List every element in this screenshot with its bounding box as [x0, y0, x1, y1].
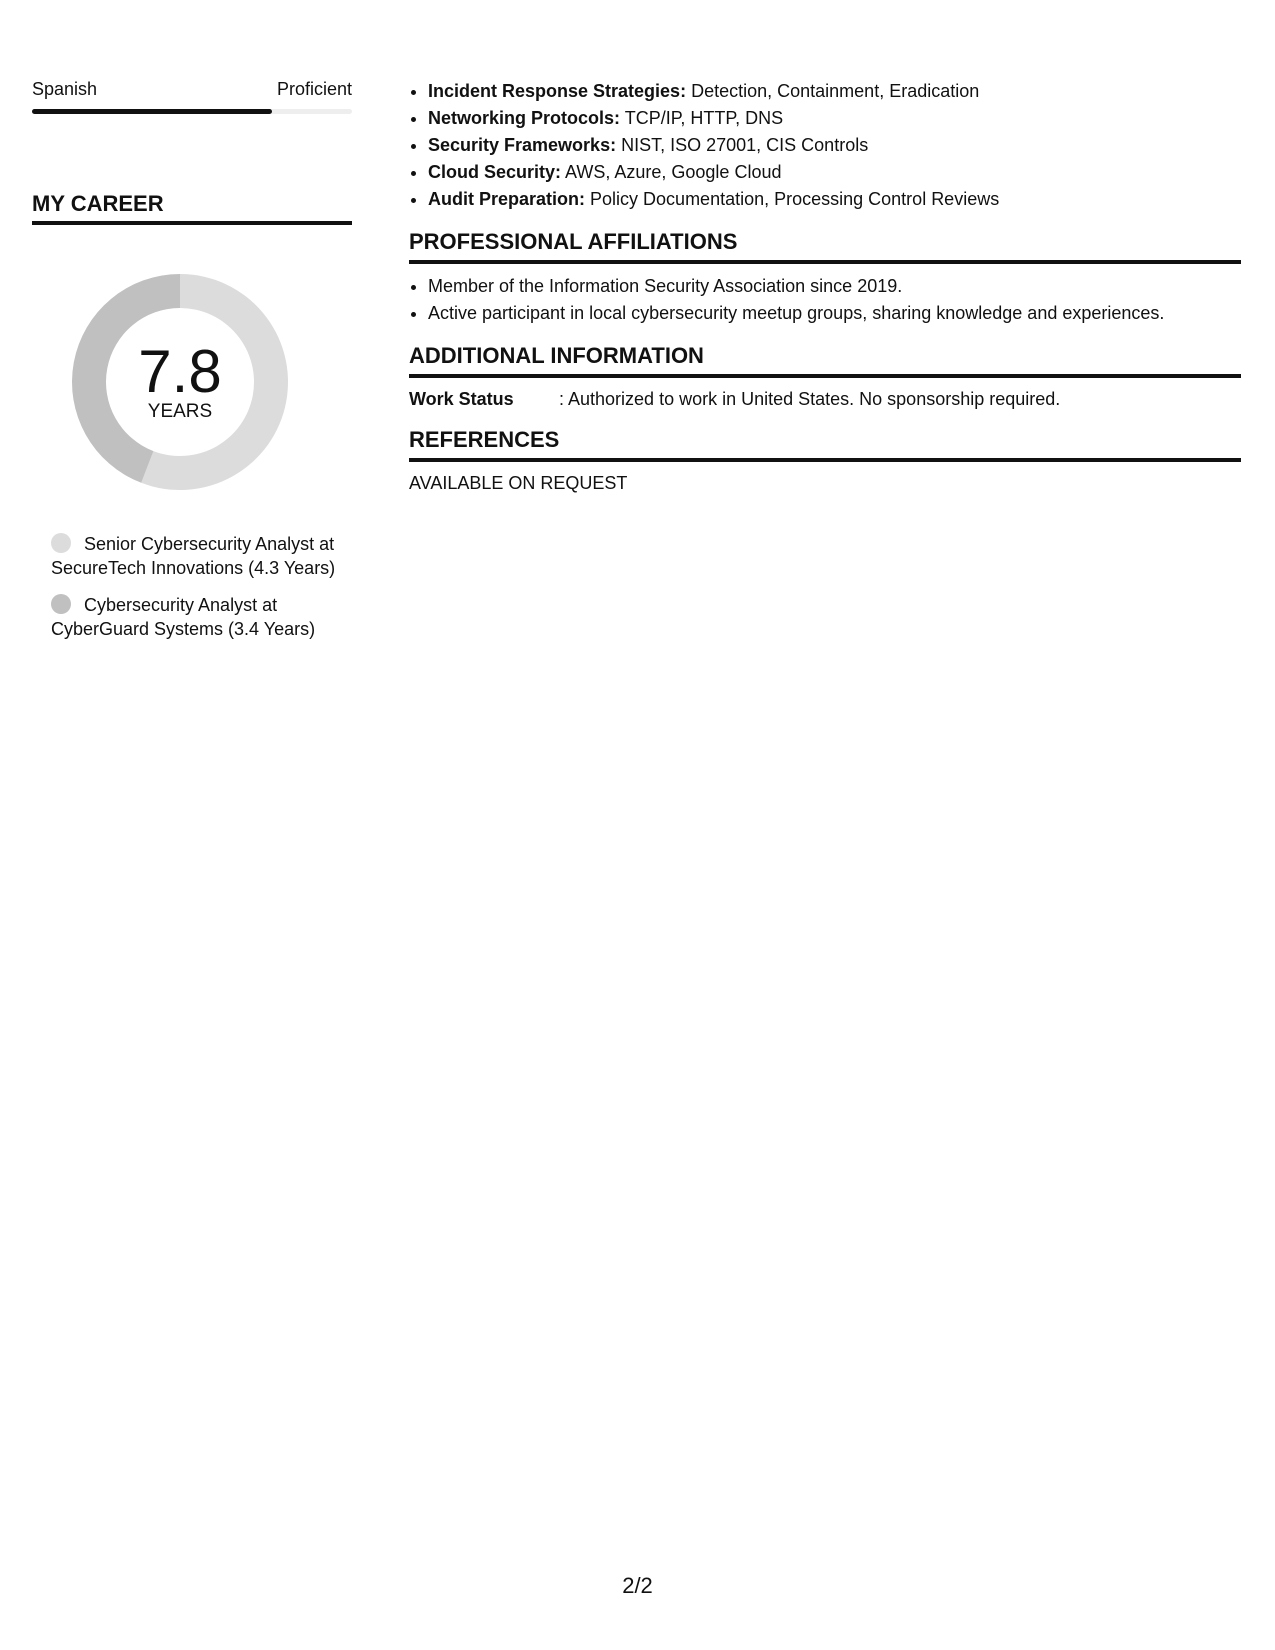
references-text: AVAILABLE ON REQUEST	[409, 473, 628, 493]
skills-list	[409, 78, 1241, 213]
affiliation-item: • Member of the Information Security Association since 2019.	[428, 273, 1241, 300]
career-legend-item	[51, 593, 341, 641]
career-legend	[51, 532, 341, 641]
career-total-value: 7.8	[138, 338, 222, 405]
career-heading: MY CAREER	[32, 190, 352, 225]
work-status-row	[409, 387, 1241, 411]
work-status-value: : Authorized to work in United States. No sponsorship required.	[559, 389, 1061, 409]
affiliations-heading: PROFESSIONAL AFFILIATIONS	[409, 228, 1241, 264]
career-total-unit: YEARS	[147, 401, 213, 422]
language-level: Proficient	[276, 79, 352, 99]
skill-term: Incident Response Strategies:	[428, 81, 687, 101]
legend-dot-icon	[51, 594, 71, 614]
skill-detail: Detection, Containment, Eradication	[691, 81, 980, 101]
donut-center	[65, 267, 295, 497]
skill-detail: TCP/IP, HTTP, DNS	[624, 108, 784, 128]
skill-detail: NIST, ISO 27001, CIS Controls	[621, 135, 869, 155]
skill-item	[428, 159, 1241, 186]
main-content	[409, 78, 1241, 495]
skill-term: Security Frameworks:	[428, 135, 617, 155]
career-role-label: Senior Cybersecurity Analyst at SecureTech Innovations (4.3 Years)	[51, 534, 336, 578]
references-heading: REFERENCES	[409, 426, 1241, 462]
skill-item	[428, 132, 1241, 159]
additional-info-heading: ADDITIONAL INFORMATION	[409, 342, 1241, 378]
skill-item	[428, 186, 1241, 213]
skill-term: Audit Preparation:	[428, 189, 586, 209]
page-number: 2/2	[622, 1573, 653, 1598]
affiliation-item: • Active participant in local cybersecurity meetup groups, sharing knowledge and experiences.	[428, 300, 1241, 327]
skill-term: Cloud Security:	[428, 162, 562, 182]
language-name: Spanish	[32, 79, 98, 99]
language-level-fill	[32, 109, 272, 114]
skill-detail: AWS, Azure, Google Cloud	[565, 162, 782, 182]
legend-dot-icon	[51, 533, 71, 553]
career-donut-chart	[65, 267, 295, 497]
skill-item	[428, 105, 1241, 132]
language-level-bar	[32, 109, 352, 114]
work-status-label: Work Status	[409, 389, 514, 409]
skill-term: Networking Protocols:	[428, 108, 621, 128]
affiliations-list	[409, 273, 1241, 327]
language-row	[32, 78, 352, 100]
career-role-label: Cybersecurity Analyst at CyberGuard Systems (3.4 Years)	[51, 595, 316, 639]
skill-item	[428, 78, 1241, 105]
skill-detail: Policy Documentation, Processing Control Reviews	[590, 189, 1000, 209]
career-legend-item	[51, 532, 341, 580]
sidebar	[32, 78, 352, 654]
